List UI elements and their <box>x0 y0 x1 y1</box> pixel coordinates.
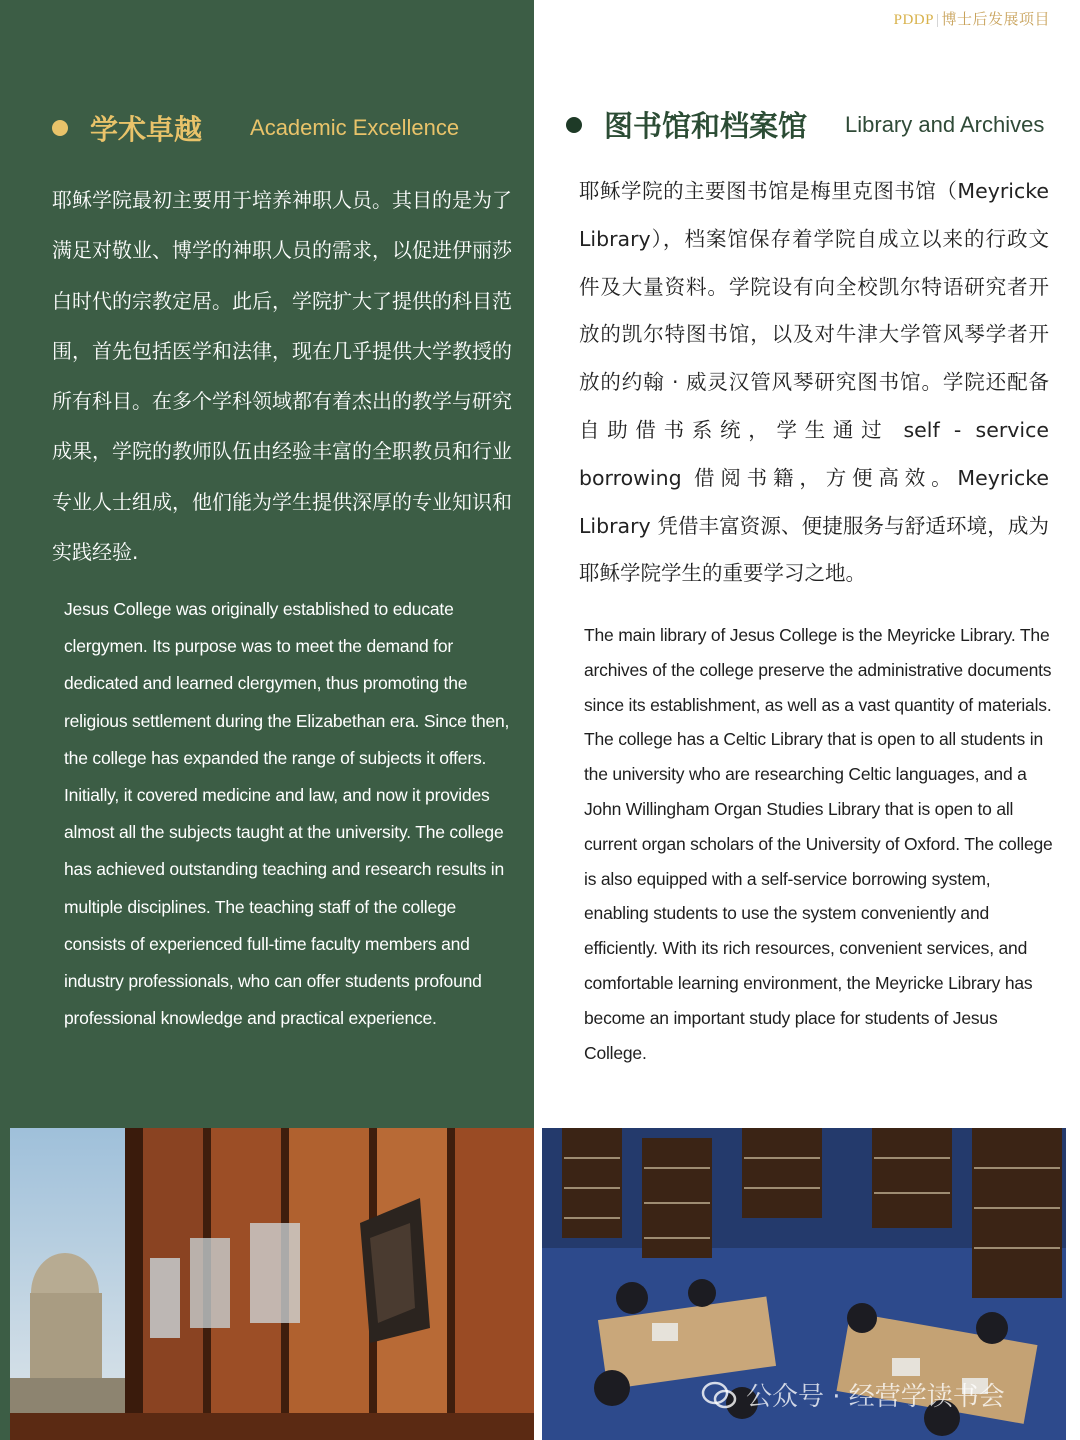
wechat-watermark <box>700 1376 1005 1413</box>
section-title-zh: 图书馆和档案馆 <box>604 109 808 143</box>
academic-body-en: Jesus College was originally established to educate clergymen. Its purpose was to meet the demand for dedicated and learned clergymen, thus promoting the religious settlement during the Elizabethan era. Since then, the college has expanded the range of subjects it offers. Initially, it covered medicine and law, and now it provides almost all the subjects taught at the university. The college has achieved outstanding teaching and research results in multiple disciplines. The teaching staff of the college consists of experienced full-time faculty members and industry professionals, who can offer students profound professional knowledge and practical experience. <box>64 599 510 1029</box>
section-title-en: Library and Archives <box>845 111 1045 137</box>
header-subtitle: 博士后发展项目 <box>941 12 1050 28</box>
library-body-en: The main library of Jesus College is the Meyricke Library. The archives of the college preserve the administrative documents since its establishment, as well as a vast quantity of materials. The college has a Celtic Library that is open to all students in the university who are researching Celtic languages, and a John Willingham Organ Studies Library that is open to all current organ scholars of the University of Oxford. The college is also equipped with a self-service borrowing system, enabling students to use the system conveniently and efficiently. With its rich resources, convenient services, and comfortable learning environment, the Meyricke Library has become an important study place for students of Jesus College. <box>584 625 1053 1063</box>
wechat-icon <box>700 1380 738 1410</box>
brand-text: PDDP <box>893 12 934 28</box>
section-title-en: Academic Excellence <box>250 115 460 140</box>
library-body-zh: 耶稣学院的主要图书馆是梅里克图书馆（Meyricke Library），档案馆保存着学院自成立以来的行政文件及大量资料。学院设有向全校凯尔特语研究者开放的凯尔特图书馆，以及对牛津大学管风琴学者开放的约翰 · 威灵汉管风琴研究图书馆。学院还配备自助借书系统，学生通过 self - service borrowing 借阅书籍，方便高效。Meyricke Library 凭借丰富资源、便捷服务与舒适环境，成为耶稣学院学生的重要学习之地。 <box>579 179 1049 586</box>
bullet-dot-icon <box>52 120 68 136</box>
header-label <box>894 8 1050 29</box>
library-archives-heading <box>566 104 1044 145</box>
section-title-zh: 学术卓越 <box>90 113 203 146</box>
header-separator: | <box>935 12 940 28</box>
academic-body-zh: 耶稣学院最初主要用于培养神职人员。其目的是为了满足对敬业、博学的神职人员的需求，以促进伊丽莎白时代的宗教定居。此后，学院扩大了提供的科目范围，首先包括医学和法律，现在几乎提供大学教授的所有科目。在多个学科领域都有着杰出的教学与研究成果，学院的教师队伍由经验丰富的全职教员和行业专业人士组成，他们能为学生提供深厚的专业知识和实践经验. <box>52 188 512 565</box>
college-interior-photo <box>10 1128 534 1440</box>
watermark-text: 公众号 · 经营学读书会 <box>746 1382 1005 1412</box>
bullet-dot-icon <box>566 117 582 133</box>
academic-excellence-heading <box>52 108 459 148</box>
